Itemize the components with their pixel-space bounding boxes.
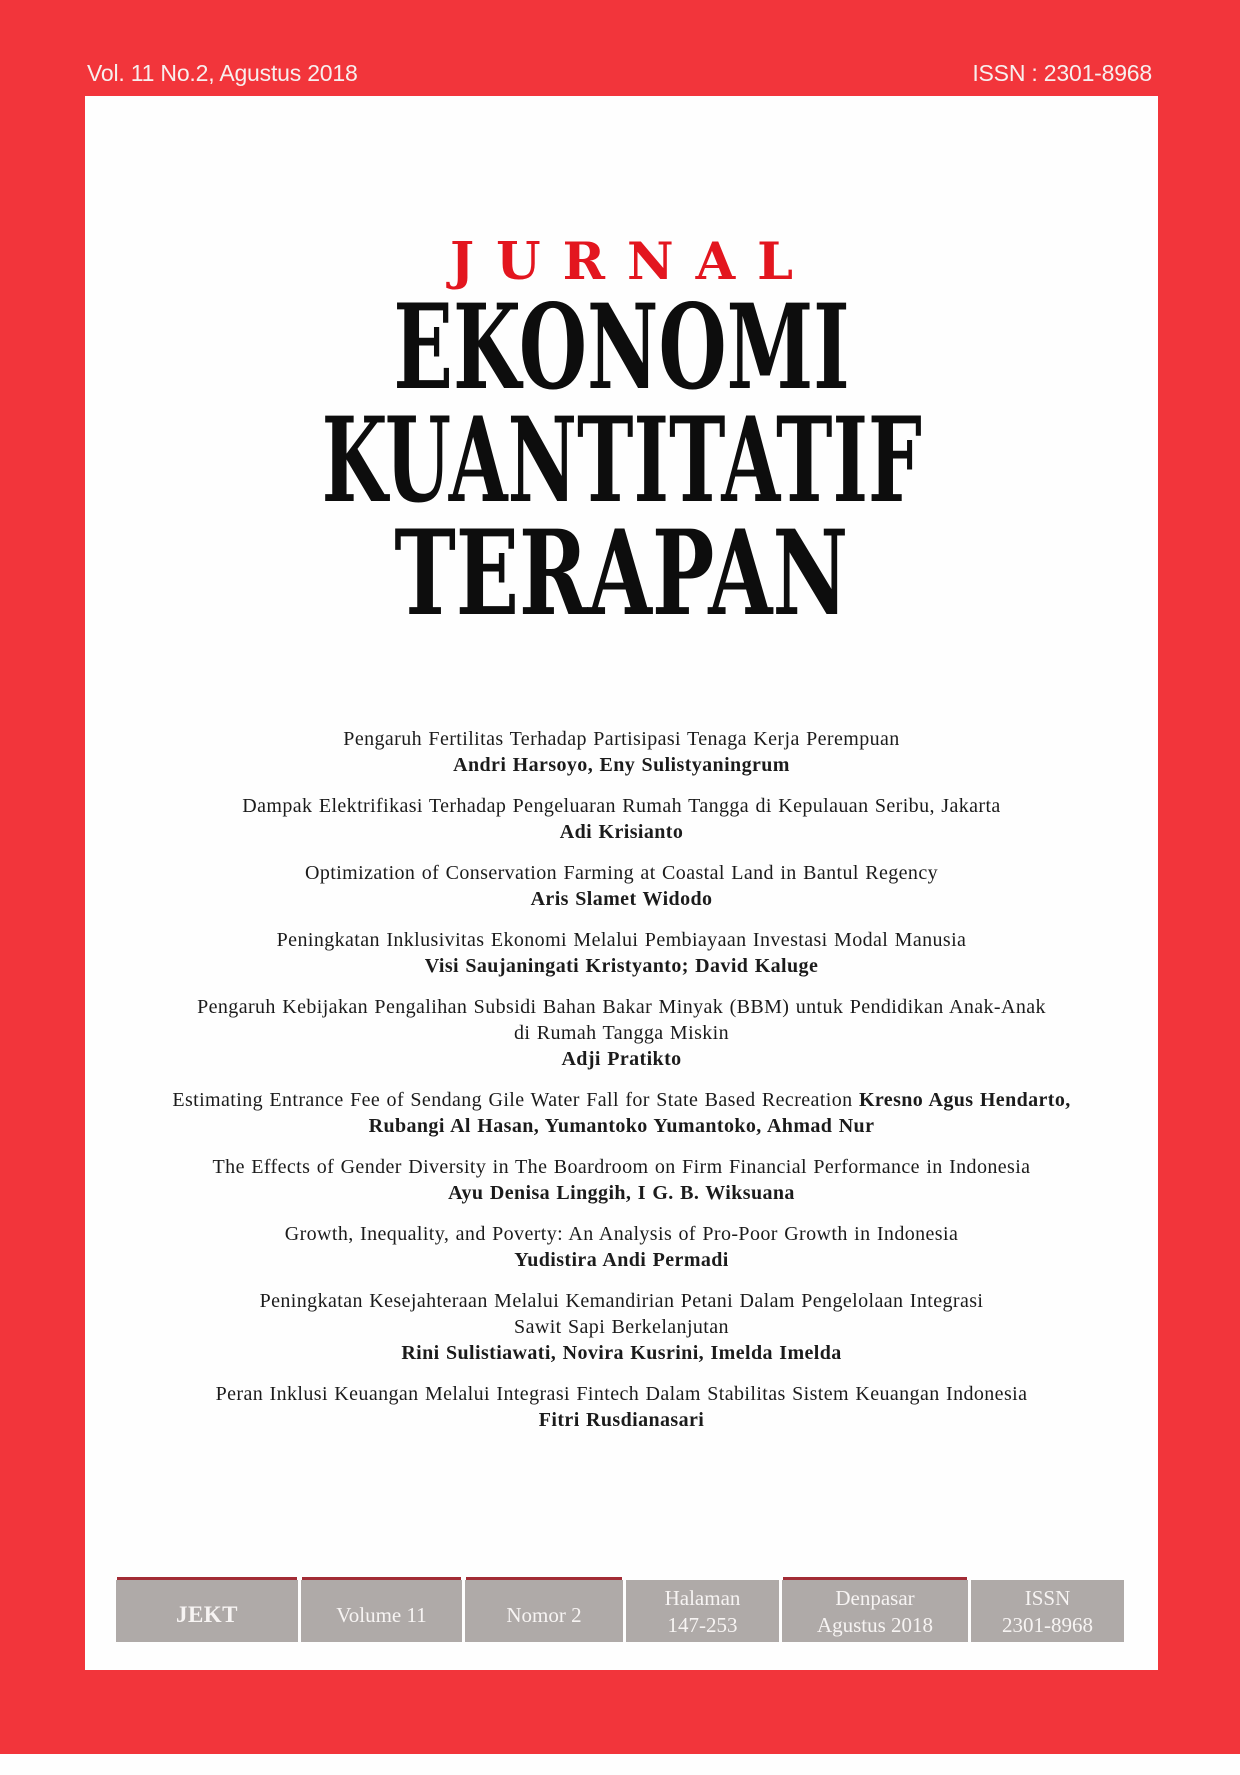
footer-accent-line: [117, 1577, 297, 1580]
issn-header-label: ISSN : 2301-8968: [972, 60, 1152, 86]
cover-content-panel: [85, 96, 1158, 1670]
article-entry: [85, 994, 1158, 1072]
article-line: [85, 953, 1158, 979]
article-authors-segment: Adji Pratikto: [561, 1048, 682, 1070]
masthead-word-3: TERAPAN: [394, 504, 849, 643]
article-line: [85, 752, 1158, 778]
article-authors-segment: Ayu Denisa Linggih, I G. B. Wiksuana: [448, 1182, 795, 1204]
footer-cell-issn: [968, 1580, 1124, 1642]
article-line: [85, 860, 1158, 886]
article-entry: [85, 1154, 1158, 1206]
footer-cell-volume-11: [298, 1580, 462, 1642]
article-entry: [85, 860, 1158, 912]
article-line: [85, 1020, 1158, 1046]
article-title-segment: Growth, Inequality, and Poverty: An Analysis of Pro-Poor Growth in Indonesia: [284, 1223, 959, 1245]
article-line: [85, 1381, 1158, 1407]
article-line: [85, 1247, 1158, 1273]
article-line: [85, 726, 1158, 752]
article-title-segment: Estimating Entrance Fee of Sendang Gile Water Fall for State Based Recreation: [172, 1089, 859, 1111]
footer-cell-text: Denpasar: [835, 1586, 915, 1610]
footer-accent-line: [466, 1577, 622, 1580]
article-entry: [85, 793, 1158, 845]
article-title-segment: di Rumah Tangga Miskin: [513, 1022, 730, 1044]
article-list: [85, 726, 1158, 1448]
article-authors-segment: Adi Krisianto: [559, 821, 684, 843]
bottom-red-band: [0, 1670, 1240, 1754]
footer-accent-line: [302, 1577, 461, 1580]
article-line: [85, 1180, 1158, 1206]
article-entry: [85, 927, 1158, 979]
footer-info-table: [116, 1580, 1124, 1642]
article-line: [85, 1314, 1158, 1340]
article-authors-segment: Aris Slamet Widodo: [530, 888, 713, 910]
article-line: [85, 994, 1158, 1020]
article-title-segment: Peran Inklusi Keuangan Melalui Integrasi Fintech Dalam Stabilitas Sistem Keuangan Indonesia: [215, 1383, 1028, 1405]
footer-accent-line: [783, 1577, 967, 1580]
article-line: [85, 819, 1158, 845]
article-authors-segment: Kresno Agus Hendarto,: [858, 1089, 1071, 1111]
footer-cell-text: ISSN: [1024, 1586, 1071, 1610]
article-authors-segment: Andri Harsoyo, Eny Sulistyaningrum: [453, 754, 790, 776]
article-line: [85, 1407, 1158, 1433]
article-line: [85, 1046, 1158, 1072]
article-entry: [85, 1288, 1158, 1366]
footer-cell-text: Volume 11: [336, 1603, 427, 1627]
journal-masthead: [85, 278, 1158, 643]
article-authors-segment: Rubangi Al Hasan, Yumantoko Yumantoko, Ahmad Nur: [368, 1115, 875, 1137]
article-title-segment: Peningkatan Inklusivitas Ekonomi Melalui Pembiayaan Investasi Modal Manusia: [276, 929, 967, 951]
article-entry: [85, 1221, 1158, 1273]
article-line: [85, 927, 1158, 953]
article-line: [85, 886, 1158, 912]
article-entry: [85, 1087, 1158, 1139]
footer-cell-text: Nomor 2: [506, 1603, 582, 1627]
footer-cell-halaman: [623, 1580, 779, 1642]
article-title-segment: The Effects of Gender Diversity in The Boardroom on Firm Financial Performance in Indonesia: [212, 1156, 1031, 1178]
article-line: [85, 1087, 1158, 1113]
article-authors-segment: Yudistira Andi Permadi: [514, 1249, 729, 1271]
article-line: [85, 1340, 1158, 1366]
article-title-segment: Peningkatan Kesejahteraan Melalui Kemandirian Petani Dalam Pengelolaan Integrasi: [259, 1290, 984, 1312]
article-line: [85, 1288, 1158, 1314]
article-line: [85, 1221, 1158, 1247]
article-title-segment: Pengaruh Kebijakan Pengalihan Subsidi Bahan Bakar Minyak (BBM) untuk Pendidikan Anak-Anak: [197, 996, 1046, 1018]
footer-cell-text: 147-253: [667, 1613, 738, 1637]
article-authors-segment: Fitri Rusdianasari: [538, 1409, 705, 1431]
masthead-kicker: JURNAL: [449, 232, 816, 292]
article-entry: [85, 1381, 1158, 1433]
footer-cell-text: JEKT: [175, 1602, 239, 1627]
footer-cell-jekt: [116, 1580, 298, 1642]
article-entry: [85, 726, 1158, 778]
article-title-segment: Dampak Elektrifikasi Terhadap Pengeluaran Rumah Tangga di Kepulauan Seribu, Jakarta: [242, 795, 1001, 817]
footer-cell-text: Halaman: [664, 1586, 741, 1610]
masthead-word-1: EKONOMI: [393, 278, 850, 417]
article-title-segment: Sawit Sapi Berkelanjutan: [514, 1316, 729, 1338]
article-authors-segment: Rini Sulistiawati, Novira Kusrini, Imelda Imelda: [401, 1342, 842, 1364]
article-line: [85, 1113, 1158, 1139]
volume-issue-label: Vol. 11 No.2, Agustus 2018: [87, 60, 358, 86]
masthead-word-2: KUANTITATIF: [321, 391, 922, 530]
article-authors-segment: Visi Saujaningati Kristyanto; David Kaluge: [424, 955, 819, 977]
article-line: [85, 793, 1158, 819]
footer-cell-text: Agustus 2018: [816, 1613, 934, 1637]
article-title-segment: Pengaruh Fertilitas Terhadap Partisipasi Tenaga Kerja Perempuan: [343, 728, 900, 750]
footer-cell-nomor-2: [462, 1580, 623, 1642]
article-title-segment: Optimization of Conservation Farming at Coastal Land in Bantul Regency: [305, 862, 938, 884]
footer-cell-text: 2301-8968: [1002, 1613, 1093, 1637]
footer-cell-denpasar: [779, 1580, 968, 1642]
article-line: [85, 1154, 1158, 1180]
bottom-white-strip: [0, 1754, 1240, 1775]
